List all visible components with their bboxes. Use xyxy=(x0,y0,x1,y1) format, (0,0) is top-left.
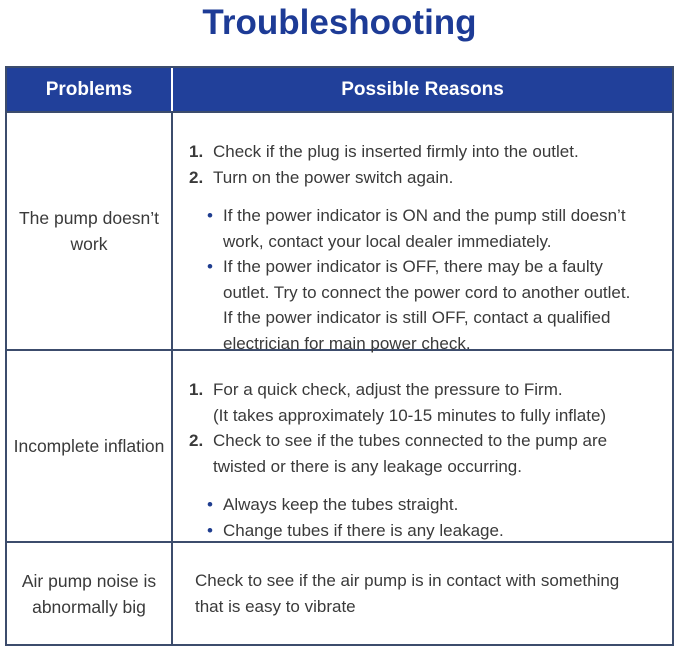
list-number: 2. xyxy=(189,431,204,450)
bullet-text: Change tubes if there is any leakage. xyxy=(223,520,504,540)
troubleshooting-table xyxy=(5,66,674,646)
table-row-pump-not-working xyxy=(7,113,672,351)
bullet-list xyxy=(207,492,639,543)
table-row-air-pump-noise xyxy=(7,543,672,644)
reasons-cell-noise: Check to see if the air pump is in contact with something that is easy to vibrate xyxy=(195,571,620,616)
bullet-item xyxy=(207,203,639,254)
table-header-row xyxy=(7,68,672,113)
list-text: Check to see if the tubes connected to the pump are twisted or there is any leakage occurring. xyxy=(213,431,608,476)
bullet-icon: • xyxy=(207,206,213,225)
numbered-item xyxy=(189,165,654,191)
header-problems: Problems xyxy=(7,68,173,111)
numbered-list xyxy=(189,139,654,190)
reasons-cell-inflation xyxy=(173,351,672,541)
problem-cell-pump: The pump doesn’t work xyxy=(7,113,173,349)
bullet-text: If the power indicator is ON and the pump still doesn’t work, contact your local dealer immediately. xyxy=(223,206,626,251)
bullet-icon: • xyxy=(207,257,213,276)
bullet-text: If the power indicator is OFF, there may be a faulty outlet. Try to connect the power cord to another outlet. If the power indicator is still OFF, contact a qualified electrician for main power check. xyxy=(223,257,631,353)
numbered-item xyxy=(189,377,654,428)
bullet-icon: • xyxy=(207,495,213,514)
page-title: Troubleshooting xyxy=(202,3,477,42)
reasons-cell-pump xyxy=(173,113,672,353)
list-text: Check if the plug is inserted firmly into the outlet. xyxy=(213,142,579,161)
bullet-item xyxy=(207,254,639,356)
bullet-icon: • xyxy=(207,520,213,540)
bullet-text: Always keep the tubes straight. xyxy=(223,495,459,514)
list-number: 1. xyxy=(189,142,204,161)
table-row-incomplete-inflation xyxy=(7,351,672,543)
list-number: 1. xyxy=(189,380,204,399)
bullet-item xyxy=(207,492,639,518)
troubleshooting-page xyxy=(0,1,679,655)
bullet-item xyxy=(207,518,639,544)
header-possible-reasons: Possible Reasons xyxy=(341,78,504,100)
list-text xyxy=(213,377,654,428)
list-text-line: For a quick check, adjust the pressure to Firm. xyxy=(213,380,563,399)
numbered-item xyxy=(189,139,654,165)
list-number: 2. xyxy=(189,167,204,187)
numbered-list xyxy=(189,377,654,479)
list-text: Turn on the power switch again. xyxy=(213,167,454,187)
problem-cell-inflation: Incomplete inflation xyxy=(7,351,173,541)
problem-cell-noise: Air pump noise is abnormally big xyxy=(7,543,173,644)
bullet-list xyxy=(207,203,639,356)
numbered-item xyxy=(189,428,654,479)
list-text-line: (It takes approximately 10-15 minutes to fully inflate) xyxy=(213,405,607,425)
